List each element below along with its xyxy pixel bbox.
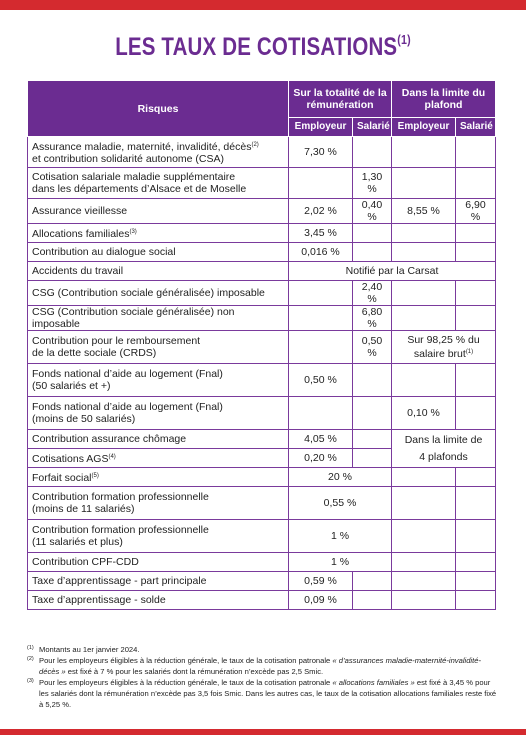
header-risques: Risques	[28, 81, 289, 137]
cell-salarie-plafond	[456, 168, 496, 199]
footnote-mark: (1)	[27, 645, 34, 651]
row-label-line1: Cotisation salariale maladie supplémentaire	[32, 171, 236, 183]
footnote-emphasis: « allocations familiales »	[332, 678, 415, 687]
row-label	[28, 331, 289, 364]
header-salarie-plafond	[456, 118, 496, 137]
cell-salarie-total	[353, 572, 392, 591]
row-label: Taxe d’apprentissage - part principale	[28, 572, 289, 591]
row-label	[28, 487, 289, 520]
footnote-2	[27, 655, 497, 677]
table-row	[28, 591, 496, 610]
cell-salarie-plafond	[456, 487, 496, 520]
row-label-line1: Contribution formation professionnelle	[32, 524, 209, 536]
plafond-text-line2: salaire brut	[413, 348, 466, 360]
footnote-mark: (3)	[27, 678, 34, 684]
table-row	[28, 168, 496, 199]
cell-employeur-plafond	[392, 553, 456, 572]
cell-employeur-plafond	[392, 224, 456, 243]
footnote-text: Montants au 1er janvier 2024.	[39, 645, 140, 654]
cell-total-merged: 0,55 %	[289, 487, 392, 520]
cell-employeur-plafond	[392, 281, 456, 306]
row-label-line1: Fonds national d’aide au logement (Fnal)	[32, 401, 223, 413]
cell-salarie-total	[353, 137, 392, 168]
plafond-text-line1: Sur 98,25 % du	[407, 334, 480, 346]
row-label: Accidents du travail	[28, 262, 289, 281]
cell-employeur-total	[289, 331, 353, 364]
cell-employeur-plafond	[392, 137, 456, 168]
footnotes	[27, 644, 497, 710]
cell-salarie-plafond	[456, 306, 496, 331]
footnote-1	[27, 644, 497, 655]
table-row	[28, 137, 496, 168]
table-row	[28, 331, 496, 364]
header-group-plafond: Dans la limite du plafond	[392, 81, 496, 118]
cell-salarie-total: 1,30 %	[353, 168, 392, 199]
row-label	[28, 364, 289, 397]
row-label: Contribution au dialogue social	[28, 243, 289, 262]
footnote-3	[27, 677, 497, 710]
cell-salarie-plafond	[456, 591, 496, 610]
footnote-text: est fixé à 3,45 % pour les salariés dont la rémunération n’excède pas 3,5 fois Smic. Dans les autres cas, le taux de la cotisation allocations familiales reste fixé à 5,25 %.	[39, 678, 497, 709]
cell-employeur-plafond: 8,55 %	[392, 199, 456, 224]
table-row	[28, 224, 496, 243]
cell-salarie-total	[353, 224, 392, 243]
cell-merged-value: Notifié par la Carsat	[289, 262, 496, 281]
footnote-text: est fixé à 7 % pour les salariés dont la rémunération n’excède pas 2,5 Smic.	[67, 667, 324, 676]
cell-employeur-plafond	[392, 520, 456, 553]
row-label-line1: Forfait social	[32, 472, 92, 484]
row-label-line2: et contribution solidarité autonome (CSA)	[32, 153, 225, 165]
table-row	[28, 553, 496, 572]
header-salarie-plafond-text: Salarié	[460, 121, 493, 132]
row-label	[28, 224, 289, 243]
row-label-line2: (moins de 11 salariés)	[32, 503, 135, 515]
cell-salarie-total	[353, 243, 392, 262]
title-note: (1)	[397, 32, 411, 47]
cell-employeur-plafond	[392, 572, 456, 591]
table-row	[28, 281, 496, 306]
row-label: CSG (Contribution sociale généralisée) imposable	[28, 281, 289, 306]
contributions-table	[27, 80, 496, 610]
plafond-text-line2: 4 plafonds	[419, 450, 468, 463]
cell-salarie-plafond	[456, 281, 496, 306]
row-label-line1: Fonds national d’aide au logement (Fnal)	[32, 368, 223, 380]
cell-employeur-total	[289, 397, 353, 430]
cell-salarie-total	[353, 364, 392, 397]
table-row	[28, 243, 496, 262]
cell-employeur-plafond	[392, 591, 456, 610]
footnote-text: Pour les employeurs éligibles à la réduction générale, le taux de la cotisation patronale	[39, 678, 331, 687]
cell-employeur-total: 2,02 %	[289, 199, 353, 224]
cell-plafond-merged	[392, 331, 496, 364]
row-label-line2: de la dette sociale (CRDS)	[32, 347, 157, 359]
table-row	[28, 262, 496, 281]
cell-employeur-total: 0,50 %	[289, 364, 353, 397]
row-label-line2: (50 salariés et +)	[32, 380, 111, 392]
table-row	[28, 572, 496, 591]
row-label-line2: dans les départements d’Alsace et de Moselle	[32, 183, 247, 195]
table-row	[28, 306, 496, 331]
footnote-text: Pour les employeurs éligibles à la réduction générale, le taux de la cotisation patronale	[39, 656, 331, 665]
bottom-accent-bar	[0, 729, 526, 735]
cell-salarie-total	[353, 430, 392, 449]
cell-salarie-plafond	[456, 224, 496, 243]
cell-salarie-total: 0,40 %	[353, 199, 392, 224]
cell-total-merged: 20 %	[289, 468, 392, 487]
cell-employeur-total	[289, 306, 353, 331]
cell-employeur-total	[289, 281, 353, 306]
cell-employeur-plafond	[392, 487, 456, 520]
footnote-emphasis: « d’assurances maladie-maternité-invalidité-décès »	[39, 656, 481, 676]
cell-employeur-total: 3,45 %	[289, 224, 353, 243]
cell-salarie-plafond	[456, 397, 496, 430]
cell-salarie-total: 2,40 %	[353, 281, 392, 306]
row-label: Taxe d’apprentissage - solde	[28, 591, 289, 610]
cell-employeur-total: 0,016 %	[289, 243, 353, 262]
cell-total-merged: 1 %	[289, 520, 392, 553]
row-label	[28, 449, 289, 468]
cell-salarie-plafond	[456, 553, 496, 572]
row-label-line2: (moins de 50 salariés)	[32, 413, 136, 425]
cell-salarie-plafond	[456, 572, 496, 591]
top-accent-bar	[0, 0, 526, 10]
row-note: (4)	[108, 454, 116, 460]
table-row	[28, 364, 496, 397]
cell-salarie-total	[353, 397, 392, 430]
cell-plafond-merged	[392, 430, 496, 468]
page-title-text: LES TAUX DE COTISATIONS	[115, 33, 398, 61]
cell-employeur-total	[289, 168, 353, 199]
table-row	[28, 430, 496, 449]
row-label	[28, 168, 289, 199]
row-label: Contribution CPF-CDD	[28, 553, 289, 572]
cell-salarie-total	[353, 591, 392, 610]
header-group-total: Sur la totalité de la rémunération	[289, 81, 392, 118]
row-note: (3)	[129, 229, 137, 235]
cell-employeur-total: 0,59 %	[289, 572, 353, 591]
row-label	[28, 520, 289, 553]
cell-employeur-plafond	[392, 306, 456, 331]
row-label-line1: Assurance maladie, maternité, invalidité, décès	[32, 141, 252, 153]
table-row	[28, 468, 496, 487]
header-salarie-total: Salarié	[353, 118, 392, 137]
cell-salarie-plafond	[456, 364, 496, 397]
row-note: (5)	[91, 473, 99, 479]
row-note: (2)	[251, 142, 259, 148]
cell-salarie-plafond	[456, 137, 496, 168]
cell-salarie-plafond	[456, 468, 496, 487]
cell-employeur-total: 4,05 %	[289, 430, 353, 449]
row-label: Contribution assurance chômage	[28, 430, 289, 449]
page-title	[47, 32, 478, 62]
header-employeur-plafond: Employeur	[392, 118, 456, 137]
table-row	[28, 487, 496, 520]
row-label	[28, 137, 289, 168]
cell-employeur-plafond	[392, 168, 456, 199]
table-row	[28, 520, 496, 553]
header-employeur-total: Employeur	[289, 118, 353, 137]
row-label: Assurance vieillesse	[28, 199, 289, 224]
table-row	[28, 397, 496, 430]
cell-salarie-plafond	[456, 520, 496, 553]
cell-employeur-plafond	[392, 243, 456, 262]
footnote-mark: (2)	[27, 656, 34, 662]
row-label	[28, 468, 289, 487]
row-label-line1: Allocations familiales	[32, 228, 130, 240]
row-label-line1: Cotisations AGS	[32, 453, 109, 465]
cell-employeur-plafond: 0,10 %	[392, 397, 456, 430]
cell-employeur-plafond	[392, 364, 456, 397]
plafond-text-line1: Dans la limite de	[404, 433, 483, 446]
cell-salarie-plafond	[456, 243, 496, 262]
plafond-note: (1)	[465, 349, 474, 355]
cell-employeur-total: 7,30 %	[289, 137, 353, 168]
row-label: CSG (Contribution sociale généralisée) non imposable	[28, 306, 289, 331]
cell-salarie-total	[353, 449, 392, 468]
row-label	[28, 397, 289, 430]
cell-employeur-total: 0,09 %	[289, 591, 353, 610]
cell-salarie-total: 0,50 %	[353, 331, 392, 364]
cell-salarie-total: 6,80 %	[353, 306, 392, 331]
cell-total-merged: 1 %	[289, 553, 392, 572]
cell-salarie-plafond: 6,90 %	[456, 199, 496, 224]
cell-employeur-plafond	[392, 468, 456, 487]
row-label-line2: (11 salariés et plus)	[32, 536, 123, 548]
row-label-line1: Contribution pour le remboursement	[32, 335, 201, 347]
row-label-line1: Contribution formation professionnelle	[32, 491, 209, 503]
table-row	[28, 199, 496, 224]
cell-employeur-total: 0,20 %	[289, 449, 353, 468]
